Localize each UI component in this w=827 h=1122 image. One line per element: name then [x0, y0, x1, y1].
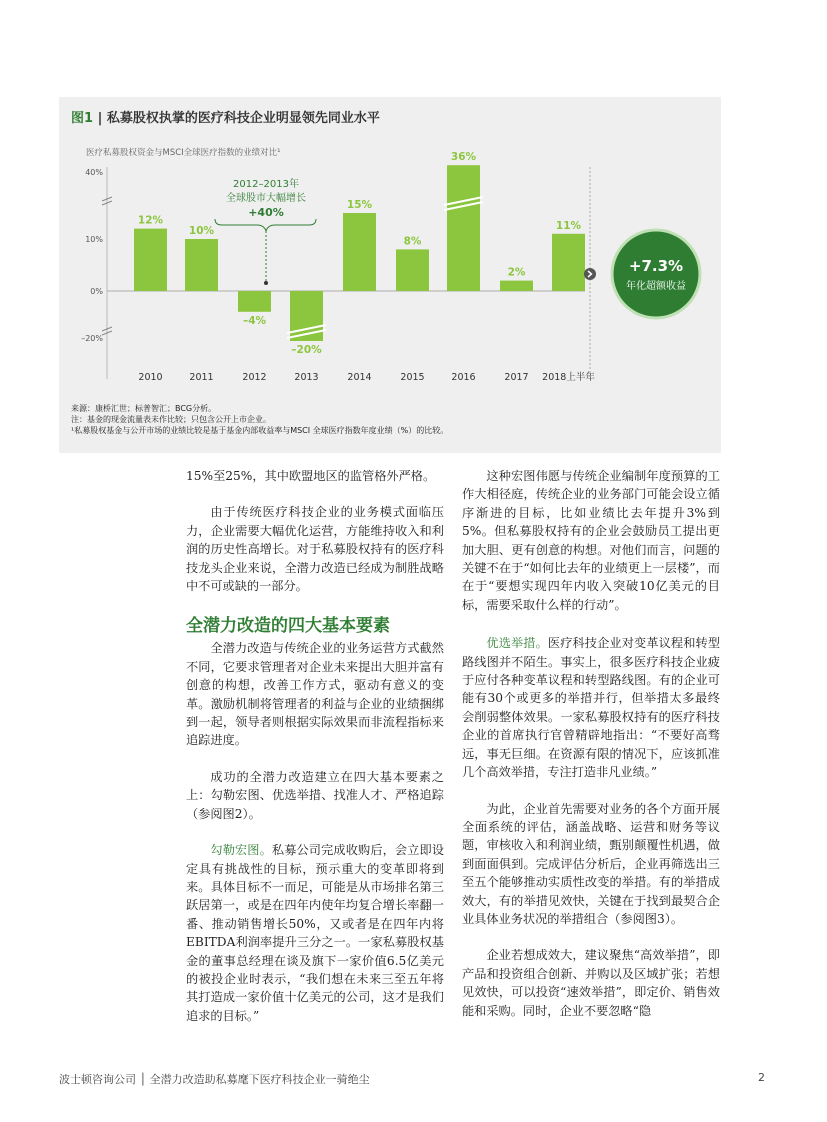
annotation-2012-2013	[215, 177, 316, 285]
paragraph-text: 私募公司完成收购后，会立即设定具有挑战性的目标，预示重大的变革即将到来。具体目标不一而足，可能是从市场排名第三跃居第一，或是在四年内使年均复合增长率翻一番、推动销售增长50%，又或者是在四年内将EBITDA利润率提升三分之一。一家私募股权基金的董事总经理在谈及旗下一家价值6.5亿美元的被投企业时表示，“我们想在未来三至五年将其打造成一家价值十亿美元的公司，这才是我们追求的目标。”	[186, 843, 445, 1023]
bar-2014	[343, 213, 376, 291]
value-label: 36%	[450, 151, 477, 164]
value-label: 12%	[137, 214, 164, 227]
paragraph-text: 医疗科技企业对变革议程和转型路线图并不陌生。事实上，很多医疗科技企业疲于应付各种变革议程和转型路线图。有的企业可能有30个或更多的举措并行，但举措太多最终会削弱整体效果。一家私募股权持有的医疗科技企业的首席执行官曾精辟地指出：“不要好高骛远，事无巨细。在资源有限的情况下，应该抓准几个高效举措，专注打造非凡业绩。”	[462, 636, 721, 780]
value-label: –20%	[291, 344, 322, 356]
annotation-brace	[215, 219, 316, 231]
x-tick-label: 2011	[189, 372, 214, 383]
figure-separator: |	[97, 111, 103, 126]
paragraph: 为此，企业首先需要对业务的各个方面开展全面系统的评估，涵盖战略、运营和财务等议题，审核收入和利润业绩，甄别颠覆性机遇，做到面面俱到。完成评估分析后，企业再筛选出三至五个能够推动实质性改变的举措。有的举措成效大，有的举措见效快，关键在于找到最契合企业具体业务状况的举措组合（参阅图3）。	[462, 801, 720, 926]
value-label: 15%	[346, 199, 373, 211]
page-number: 2	[758, 1071, 765, 1084]
x-tick-label: 2017	[504, 372, 529, 383]
bar-2012	[238, 291, 271, 312]
paragraph: 这种宏图伟愿与传统企业编制年度预算的工作大相径庭，传统企业的业务部门可能会设立循序渐进的目标，比如业绩比去年提升3%到5%。但私募股权持有的企业会鼓励员工提出更加大胆、更有创意的构想。对他们而言，问题的关键不在于“如何比去年的业绩更上一层楼”，而在于“要想实现四年内收入突破10亿美元的目标，需要采取什么样的行动”。	[462, 469, 720, 612]
x-tick-label: 2010	[138, 372, 163, 383]
y-tick-label: 40%	[85, 168, 103, 177]
note-source: 来源：康桥汇世；标普智汇；BCG分析。	[71, 404, 217, 413]
x-tick-label: 2015	[400, 372, 425, 383]
bar-2018上半年	[552, 234, 585, 291]
callout-label: 年化超额收益	[626, 281, 686, 292]
bar-2017	[500, 281, 533, 291]
value-label: 8%	[403, 235, 422, 248]
value-label: 10%	[188, 225, 215, 237]
x-tick-label: 2013	[294, 372, 319, 383]
value-label: 2%	[507, 266, 526, 279]
paragraph: 企业若想成效大，建议聚焦“高效举措”，即产品和投资组合创新、并购以及区域扩张；若想见效快，可以投资“速效举措”，即定价、销售效能和采购。同时，企业不要忽略“隐	[462, 948, 720, 1018]
value-label: –4%	[242, 314, 267, 327]
annotation-dot	[264, 281, 268, 285]
y-tick-label: 0%	[90, 287, 103, 296]
arrow-circle	[584, 268, 596, 280]
note-note: 注：基金的现金流量表未作比较；只包含公开上市企业。	[71, 415, 271, 424]
paragraph: 全潜力改造与传统企业的业务运营方式截然不同，它要求管理者对企业未来提出大胆并富有创意的构想，改善工作方式，驱动有意义的变革。激励机制将管理者的利益与企业的业绩捆绑到一起，领导者则根据实际效果而非流程指标来追踪进度。	[186, 641, 444, 748]
paragraph: 成功的全潜力改造建立在四大基本要素之上：勾勒宏图、优选举措、找准人才、严格追踪（参阅图2）。	[186, 769, 444, 821]
figure-1	[59, 97, 721, 453]
x-tick-label: 2016	[451, 372, 476, 383]
annotation-line-1: 2012–2013年	[233, 179, 299, 190]
paragraph: 由于传统医疗科技企业的业务模式面临压力，企业需要大幅优化运营，方能维持收入和利润的历史性高增长。对于私募股权持有的医疗科技龙头企业来说，全潜力改造已经成为制胜战略中不可或缺的一部分。	[186, 505, 444, 594]
annotation-line-3: +40%	[248, 206, 284, 219]
bar-2010	[134, 229, 167, 291]
note-footnote: ¹私募股权基金与公开市场的业绩比较是基于基金内部收益率与MSCI 全球医疗指数年度业绩（%）的比较。	[71, 426, 449, 435]
footer-text: 波士顿咨询公司 │ 全潜力改造助私募麾下医疗科技企业一骑绝尘	[59, 1073, 370, 1086]
y-tick-label: 10%	[85, 235, 103, 244]
paragraph	[462, 634, 720, 781]
bar-chart	[59, 97, 721, 397]
x-tick-label: 2012	[242, 372, 267, 383]
bar-2011	[185, 239, 218, 291]
annotation-line-2: 全球股市大幅增长	[226, 193, 306, 204]
callout-value: +7.3%	[628, 257, 684, 275]
figure-notes	[71, 403, 711, 436]
section-title: 全潜力改造的四大基本要素	[186, 616, 390, 637]
figure-number: 图1	[71, 111, 94, 126]
bar-2016	[447, 165, 480, 291]
paragraph: 15%至25%，其中欧盟地区的监管格外严格。	[186, 469, 436, 483]
x-tick-label: 2018上半年	[542, 372, 595, 383]
x-tick-label: 2014	[347, 372, 372, 383]
paragraph	[186, 841, 444, 1025]
value-label: 11%	[555, 219, 582, 232]
keyword: 勾勒宏图。	[210, 843, 272, 858]
figure-subtitle: 医疗私募股权资金与MSCI全球医疗指数的业绩对比¹	[86, 148, 281, 158]
right-column	[462, 467, 720, 1020]
keyword: 优选举措。	[486, 636, 548, 651]
bar-2015	[396, 249, 429, 291]
figure-title-text: 私募股权执掌的医疗科技企业明显领先同业水平	[106, 111, 380, 126]
left-column	[186, 467, 444, 1025]
y-tick-label: –20%	[81, 334, 103, 343]
